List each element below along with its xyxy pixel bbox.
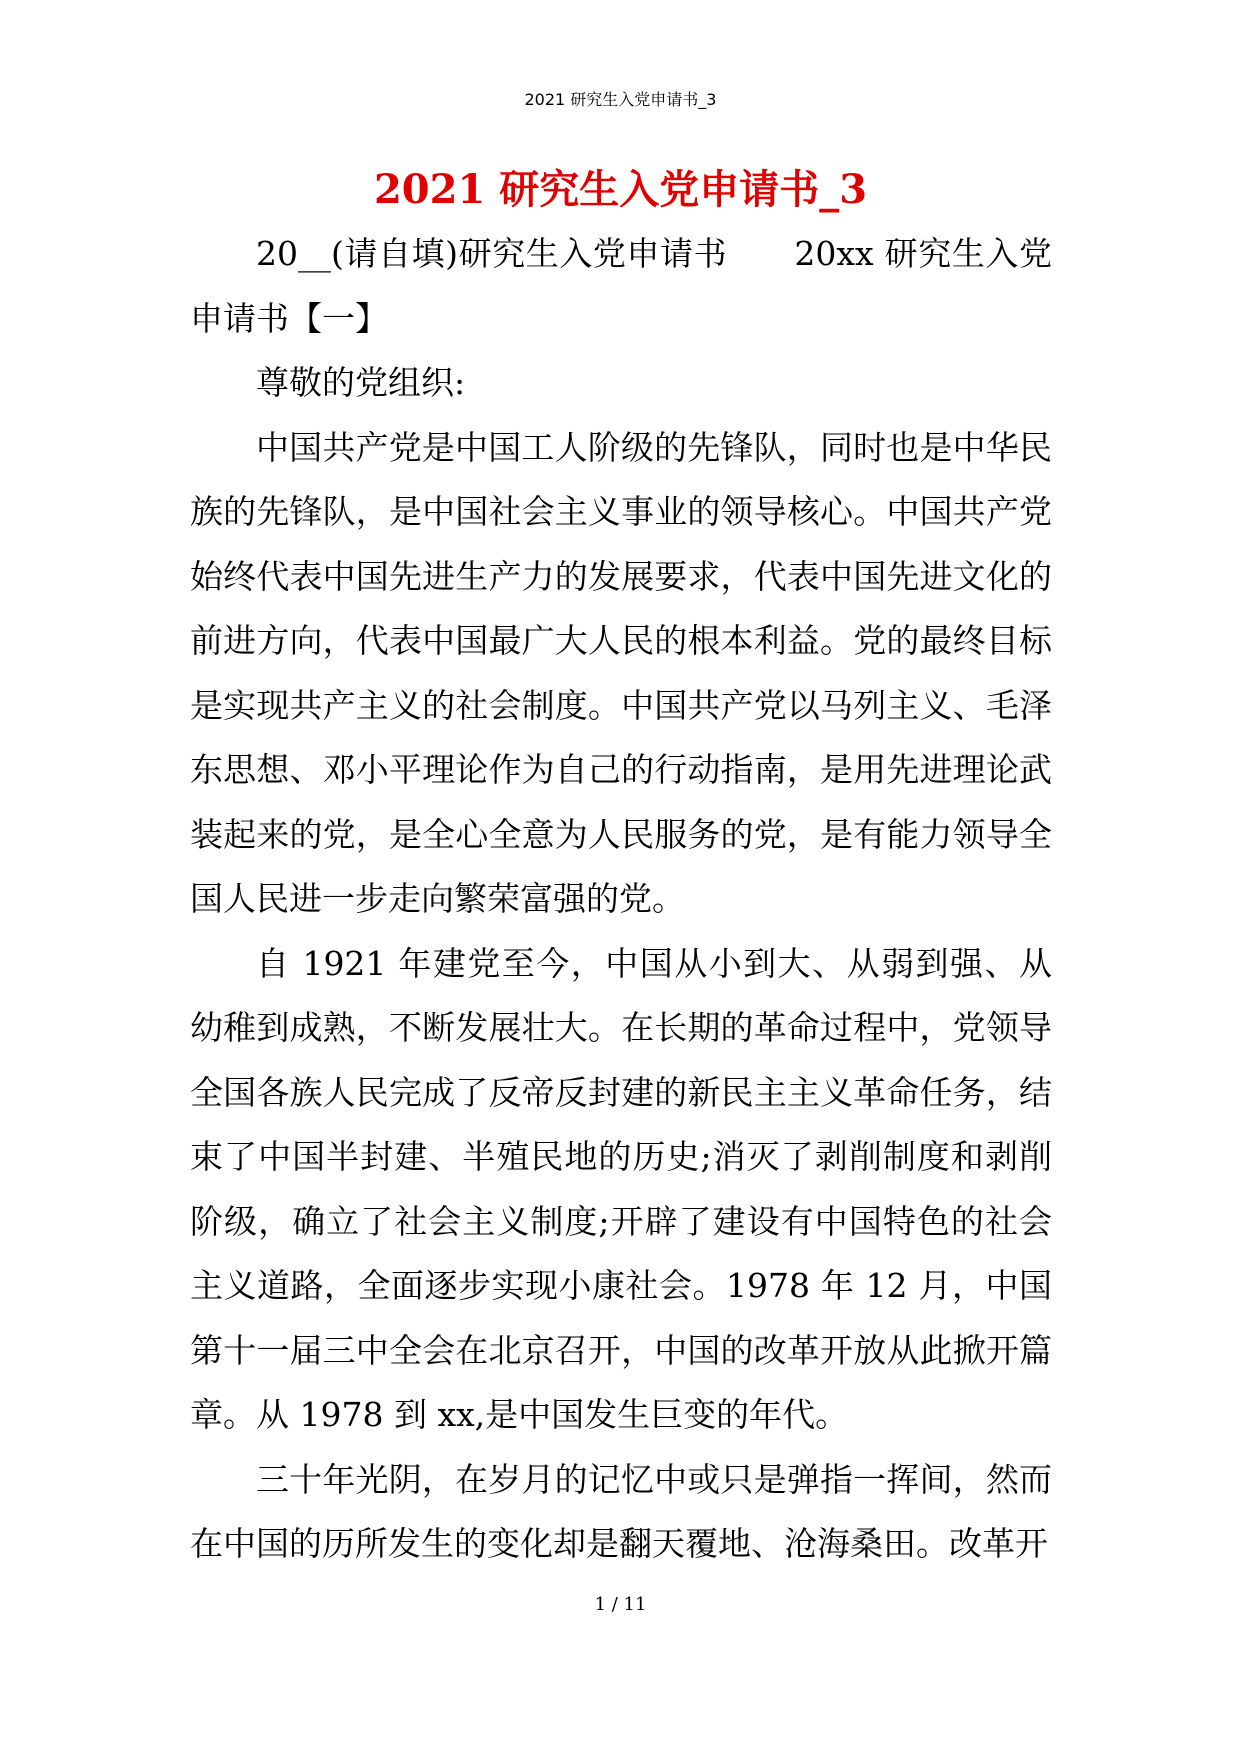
document-body bbox=[190, 222, 1052, 1577]
paragraph-party-nature: 中国共产党是中国工人阶级的先锋队，同时也是中华民族的先锋队，是中国社会主义事业的领导核心。中国共产党始终代表中国先进生产力的发展要求，代表中国先进文化的前进方向，代表中国最广大人民的根本利益。党的最终目标是实现共产主义的社会制度。中国共产党以马列主义、毛泽东思想、邓小平理论作为自己的行动指南，是用先进理论武装起来的党，是全心全意为人民服务的党，是有能力领导全国人民进一步走向繁荣富强的党。 bbox=[190, 427, 1052, 918]
paragraph-salutation: 尊敬的党组织: bbox=[256, 363, 466, 402]
paragraph-thirty-years: 三十年光阴，在岁月的记忆中或只是弹指一挥间，然而在中国的历所发生的变化却是翻天覆地、沧海桑田。改革开 bbox=[190, 1459, 1052, 1563]
document-title: 2021 研究生入党申请书_3 bbox=[373, 166, 868, 213]
page-number: 1 / 11 bbox=[594, 1594, 647, 1615]
running-header: 2021 研究生入党申请书_3 bbox=[524, 90, 717, 109]
paragraph-intro: 20__(请自填)研究生入党申请书 20xx 研究生入党申请书【一】 bbox=[190, 234, 1052, 338]
paragraph-party-history: 自 1921 年建党至今，中国从小到大、从弱到强、从幼稚到成熟，不断发展壮大。在长期的革命过程中，党领导全国各族人民完成了反帝反封建的新民主主义革命任务，结束了中国半封建、半殖民地的历史;消灭了剥削制度和剥削阶级，确立了社会主义制度;开辟了建设有中国特色的社会主义道路，全面逐步实现小康社会。1978 年 12 月，中国第十一届三中全会在北京召开，中国的改革开放从此掀开篇章。从 1978 到 xx,是中国发生巨变的年代。 bbox=[190, 943, 1052, 1434]
